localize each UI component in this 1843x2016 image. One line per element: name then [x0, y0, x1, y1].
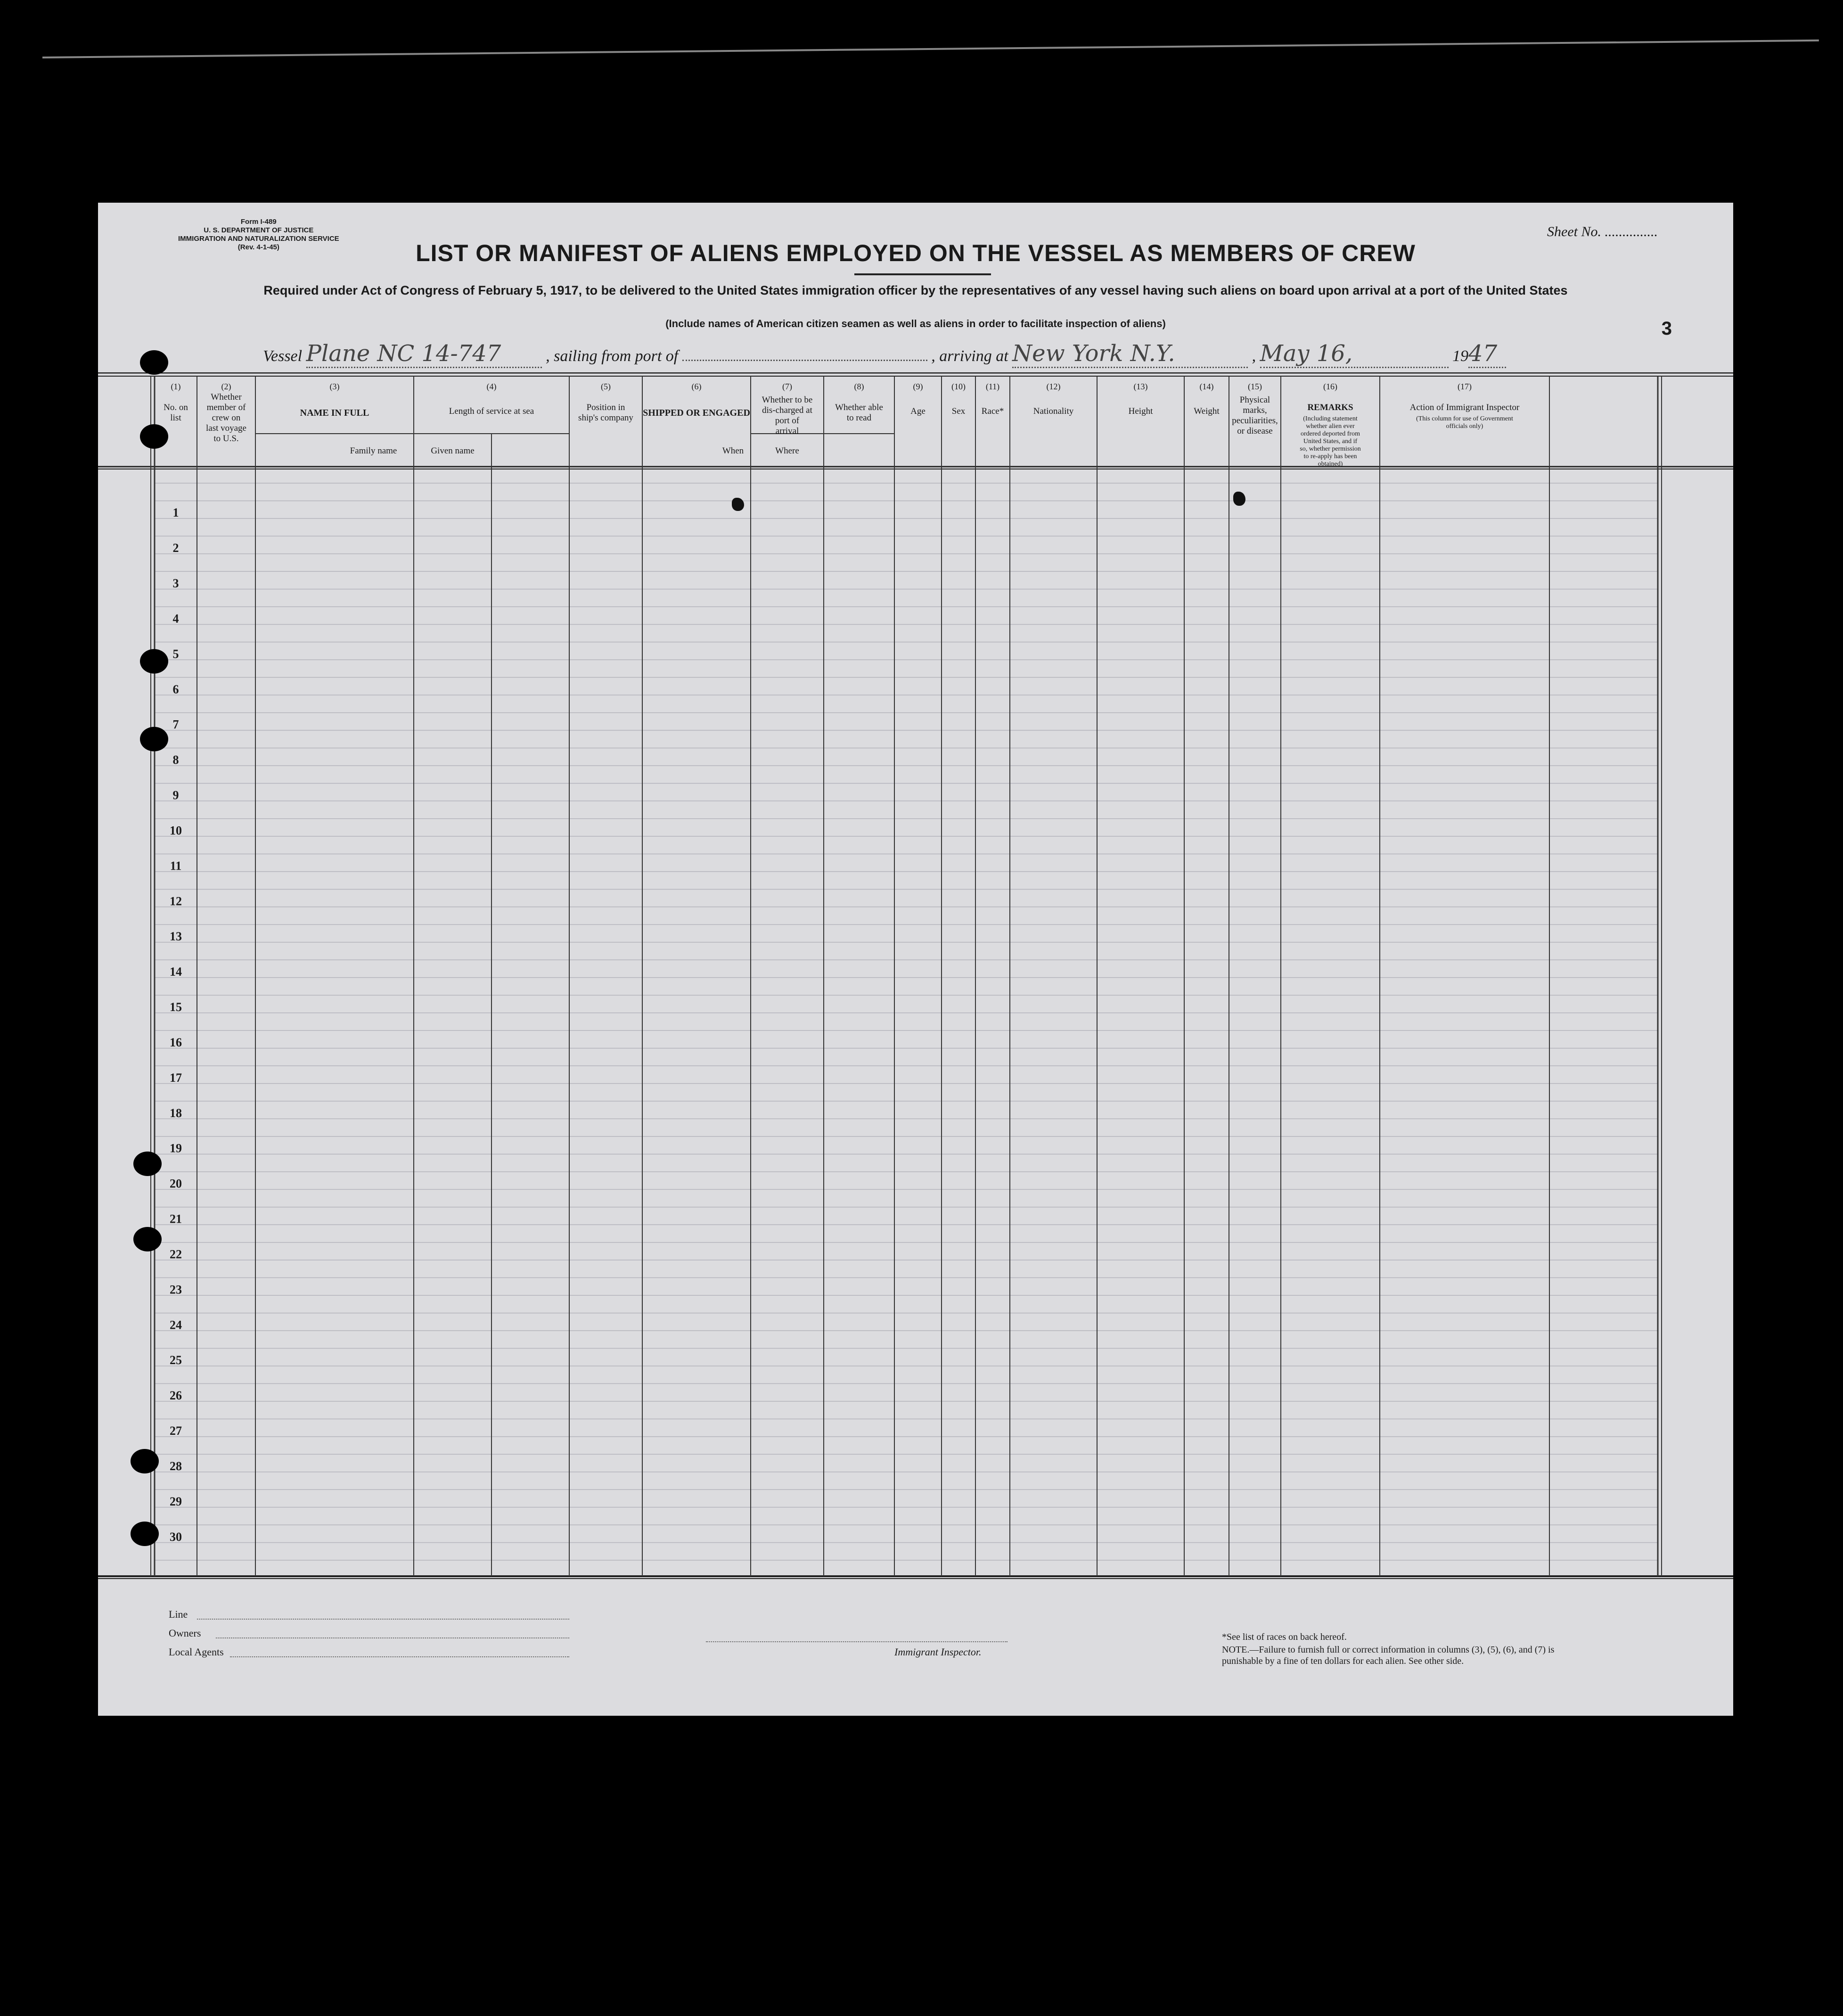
- row-number: 18: [170, 1106, 182, 1120]
- form-subtitle: Required under Act of Congress of February 5, 1917, to be delivered to the United States immigration officer by the representatives of any vessel having such aliens on board upon arrival at a port of the United States: [263, 283, 1568, 297]
- column-number-12: (12): [1046, 382, 1061, 391]
- ink-blot: [1233, 492, 1245, 506]
- row-number: 16: [170, 1035, 182, 1049]
- row-number: 28: [170, 1459, 182, 1473]
- column-note-16: whether alien ever: [1306, 423, 1355, 430]
- column-number-9: (9): [913, 382, 923, 391]
- column-header-2: last voyage: [205, 423, 247, 433]
- column-header-8: Whether able: [835, 403, 883, 412]
- punch-hole: [131, 1522, 159, 1546]
- row-number: 4: [172, 611, 179, 625]
- punch-hole: [140, 649, 168, 674]
- row-number: 3: [172, 576, 179, 591]
- crew-table: [98, 372, 1733, 1579]
- column-number-3: (3): [329, 382, 340, 391]
- punch-hole: [131, 1449, 159, 1473]
- row-number: 14: [170, 965, 182, 979]
- penalty-note: NOTE.—Failure to furnish full or correct information in columns (3), (5), (6), and (7) is punishable by a fine of ten dollars for each alien. See other side.: [1222, 1645, 1555, 1666]
- column-note-17: officials only): [1446, 423, 1483, 430]
- row-number: 8: [172, 753, 179, 767]
- owners-label: Owners: [169, 1627, 201, 1639]
- column-header-14: Weight: [1194, 406, 1220, 416]
- sailing-port-field: [682, 360, 927, 361]
- punch-hole: [133, 1227, 162, 1251]
- title-rule: [854, 273, 991, 275]
- column-number-8: (8): [854, 382, 864, 391]
- row-number: 17: [170, 1070, 182, 1085]
- column-number-14: (14): [1199, 382, 1214, 391]
- column-header-1: list: [170, 413, 181, 423]
- row-number: 27: [170, 1424, 182, 1438]
- row-number: 7: [172, 717, 179, 732]
- row-number: 30: [170, 1530, 182, 1544]
- row-number: 26: [170, 1389, 182, 1403]
- column-note-16: (Including statement: [1303, 415, 1358, 422]
- row-number: 19: [170, 1141, 182, 1155]
- line-label: Line: [169, 1608, 188, 1620]
- column-header-17: Action of Immigrant Inspector: [1409, 403, 1520, 412]
- column-header-16: REMARKS: [1307, 403, 1353, 412]
- column-header-1: No. on: [164, 403, 188, 412]
- page-number: 3: [1661, 318, 1672, 339]
- column-subheader: Given name: [431, 446, 475, 456]
- column-note-16: United States, and if: [1303, 438, 1358, 445]
- row-number: 6: [172, 682, 179, 696]
- punch-hole: [140, 424, 168, 449]
- punch-hole: [140, 727, 168, 751]
- arriving-label: , arriving at: [931, 347, 1008, 365]
- date-value: May 16,: [1260, 340, 1353, 367]
- column-number-5: (5): [601, 382, 611, 391]
- column-number-13: (13): [1133, 382, 1148, 391]
- column-header-8: to read: [846, 413, 872, 423]
- row-number: 9: [172, 788, 179, 802]
- column-number-15: (15): [1248, 382, 1262, 391]
- revision: (Rev. 4-1-45): [238, 243, 279, 251]
- vessel-label: Vessel: [263, 347, 303, 365]
- column-number-17: (17): [1458, 382, 1472, 391]
- column-header-12: Nationality: [1033, 406, 1074, 416]
- form-title: LIST OR MANIFEST OF ALIENS EMPLOYED ON THE VESSEL AS MEMBERS OF CREW: [416, 240, 1416, 266]
- row-number: 5: [172, 647, 179, 661]
- row-number: 15: [170, 1000, 182, 1014]
- service: IMMIGRATION AND NATURALIZATION SERVICE: [178, 235, 339, 243]
- column-header-2: crew on: [212, 413, 241, 423]
- column-number-16: (16): [1323, 382, 1337, 391]
- vessel-line: Vessel Plane NC 14-747 , sailing from port of , arriving at New York N.Y. , May 16, 1947: [263, 340, 1506, 368]
- column-subheader: When: [722, 446, 744, 456]
- race-note: *See list of races on back hereof.: [1222, 1632, 1347, 1642]
- column-header-2: to U.S.: [213, 434, 239, 444]
- column-header-6: SHIPPED OR ENGAGED: [643, 408, 750, 418]
- year-value: 47: [1468, 340, 1498, 367]
- column-header-10: Sex: [951, 406, 966, 416]
- column-header-11: Race*: [981, 406, 1004, 416]
- column-number-6: (6): [691, 382, 702, 391]
- row-number: 2: [172, 541, 179, 555]
- column-number-1: (1): [171, 382, 181, 391]
- department: U. S. DEPARTMENT OF JUSTICE: [204, 226, 314, 234]
- row-number: 11: [170, 859, 182, 873]
- column-note-16: so, whether permission: [1300, 445, 1361, 453]
- row-number: 13: [170, 930, 182, 944]
- vessel-value: Plane NC 14-747: [306, 340, 501, 367]
- row-number: 12: [170, 894, 182, 908]
- arriving-value: New York N.Y.: [1012, 340, 1175, 367]
- column-header-13: Height: [1128, 406, 1153, 416]
- inspector-signature-field: [706, 1641, 1008, 1642]
- punch-hole: [133, 1152, 162, 1176]
- row-number: 1: [172, 506, 179, 520]
- column-number-11: (11): [985, 382, 1000, 391]
- column-subheader: Where: [775, 446, 799, 456]
- agents-label: Local Agents: [169, 1646, 224, 1658]
- sheet-number-label: Sheet No. ...............: [1547, 224, 1658, 239]
- column-header-7: dis-charged at: [762, 405, 812, 415]
- column-note-16: obtained): [1318, 461, 1343, 468]
- column-header-2: member of: [206, 403, 246, 412]
- column-header-7: arrival: [775, 426, 799, 436]
- row-number: 10: [170, 823, 182, 838]
- owners-field: [216, 1637, 569, 1638]
- column-header-5: Position in: [586, 403, 625, 412]
- column-header-3: NAME IN FULL: [300, 408, 369, 418]
- column-header-15: or disease: [1237, 426, 1273, 436]
- row-number: 22: [170, 1247, 182, 1261]
- column-note-17: (This column for use of Government: [1416, 415, 1513, 422]
- column-header-2: Whether: [211, 392, 242, 402]
- column-note-16: to re-apply has been: [1303, 453, 1357, 460]
- punch-hole: [140, 350, 168, 375]
- column-number-4: (4): [486, 382, 497, 391]
- agents-field: [230, 1656, 569, 1657]
- row-number: 20: [170, 1177, 182, 1191]
- row-number: 23: [170, 1283, 182, 1297]
- column-header-15: marks,: [1243, 405, 1267, 415]
- ink-blot: [732, 498, 744, 511]
- column-number-10: (10): [951, 382, 966, 391]
- column-number-2: (2): [221, 382, 231, 391]
- column-header-4: Length of service at sea: [449, 406, 534, 416]
- column-header-9: Age: [910, 406, 926, 416]
- column-header-7: Whether to be: [762, 395, 813, 405]
- row-number: 29: [170, 1494, 182, 1508]
- row-number: 21: [170, 1212, 182, 1226]
- film-edge-line: [42, 40, 1819, 58]
- year-prefix: 19: [1452, 347, 1469, 365]
- column-number-7: (7): [782, 382, 792, 391]
- manifest-sheet: [98, 203, 1733, 1716]
- form-note: (Include names of American citizen seamen as well as aliens in order to facilitate inspection of aliens): [665, 318, 1166, 329]
- column-header-7: port of: [775, 416, 800, 426]
- row-number: 25: [170, 1353, 182, 1367]
- column-subheader: Family name: [350, 446, 397, 456]
- line-field: [197, 1619, 569, 1620]
- inspector-label: Immigrant Inspector.: [894, 1646, 982, 1658]
- column-header-15: peculiarities,: [1232, 416, 1278, 426]
- column-header-15: Physical: [1239, 395, 1270, 405]
- sailing-label: , sailing from port of: [546, 347, 679, 365]
- column-note-16: ordered deported from: [1301, 430, 1360, 437]
- row-number: 24: [170, 1318, 182, 1332]
- form-number: Form I-489: [240, 218, 277, 226]
- column-header-5: ship's company: [578, 413, 633, 423]
